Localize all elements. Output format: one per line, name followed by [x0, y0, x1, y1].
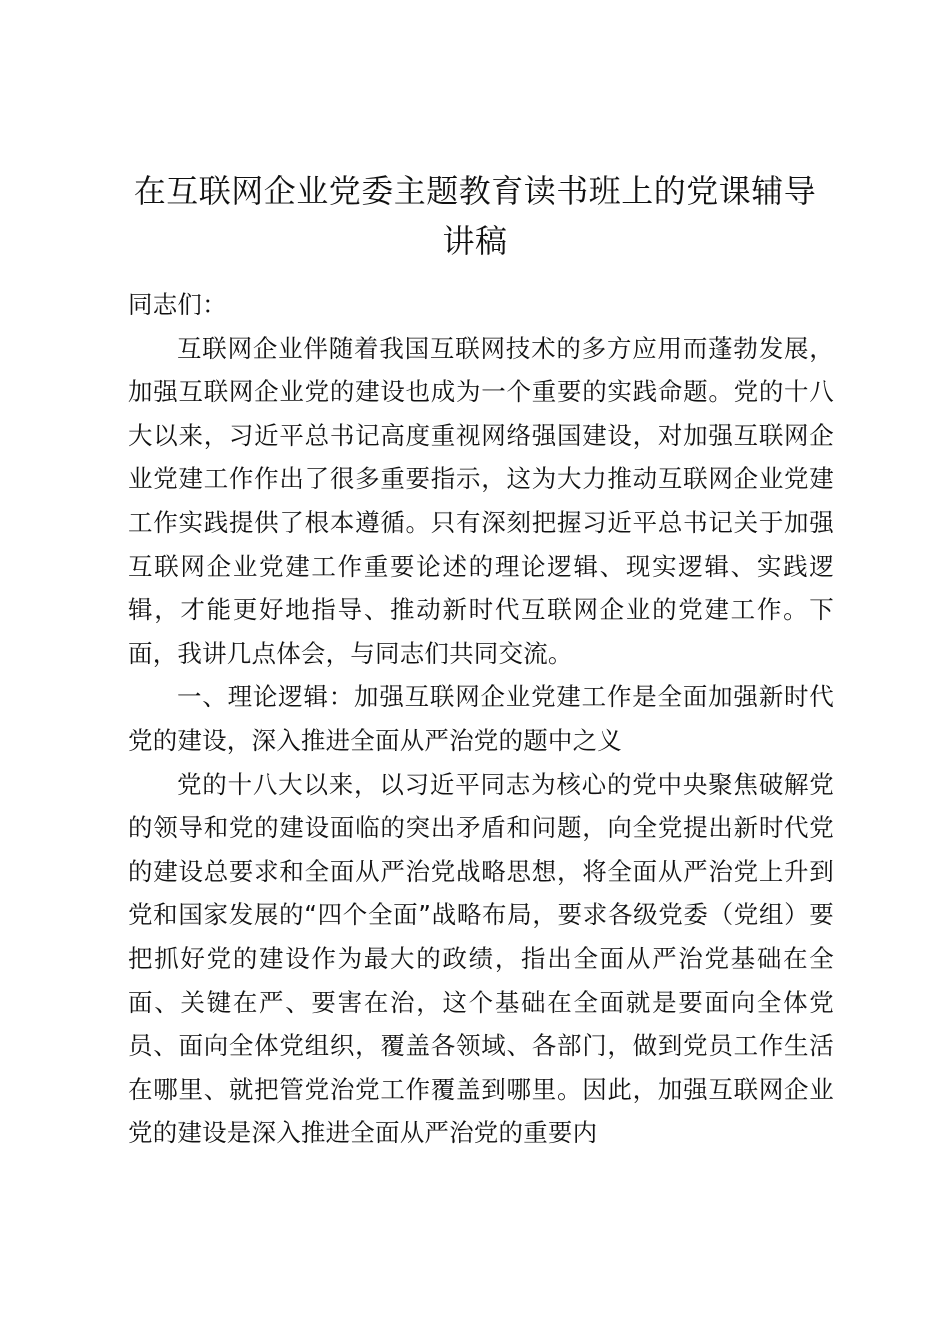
salutation: 同志们： [128, 290, 227, 319]
document-title: 在互联网企业党委主题教育读书班上的党课辅导讲稿 [133, 172, 817, 260]
document-body [128, 283, 834, 1155]
paragraph-intro: 互联网企业伴随着我国互联网技术的多方应用而蓬勃发展，加强互联网企业党的建设也成为一个重要的实践命题。党的十八大以来，习近平总书记高度重视网络强国建设，对加强互联网企业党建工作作出了很多重要指示，这为大力推动互联网企业党建工作实践提供了根本遵循。只有深刻把握习近平总书记关于加强互联网企业党建工作重要论述的理论逻辑、现实逻辑、实践逻辑，才能更好地指导、推动新时代互联网企业的党建工作。下面，我讲几点体会，与同志们共同交流。 [128, 333, 834, 668]
section-heading-1: 一、理论逻辑：加强互联网企业党建工作是全面加强新时代党的建设，深入推进全面从严治党的题中之义 [128, 682, 834, 755]
paragraph-section-1: 党的十八大以来，以习近平同志为核心的党中央聚焦破解党的领导和党的建设面临的突出矛盾和问题，向全党提出新时代党的建设总要求和全面从严治党战略思想，将全面从严治党上升到党和国家发展的“四个全面”战略布局，要求各级党委（党组）要把抓好党的建设作为最大的政绩，指出全面从严治党基础在全面、关键在严、要害在治，这个基础在全面就是要面向全体党员、面向全体党组织，覆盖各领域、各部门，做到党员工作生活在哪里、就把管党治党工作覆盖到哪里。因此，加强互联网企业党的建设是深入推进全面从严治党的重要内 [128, 769, 834, 1148]
